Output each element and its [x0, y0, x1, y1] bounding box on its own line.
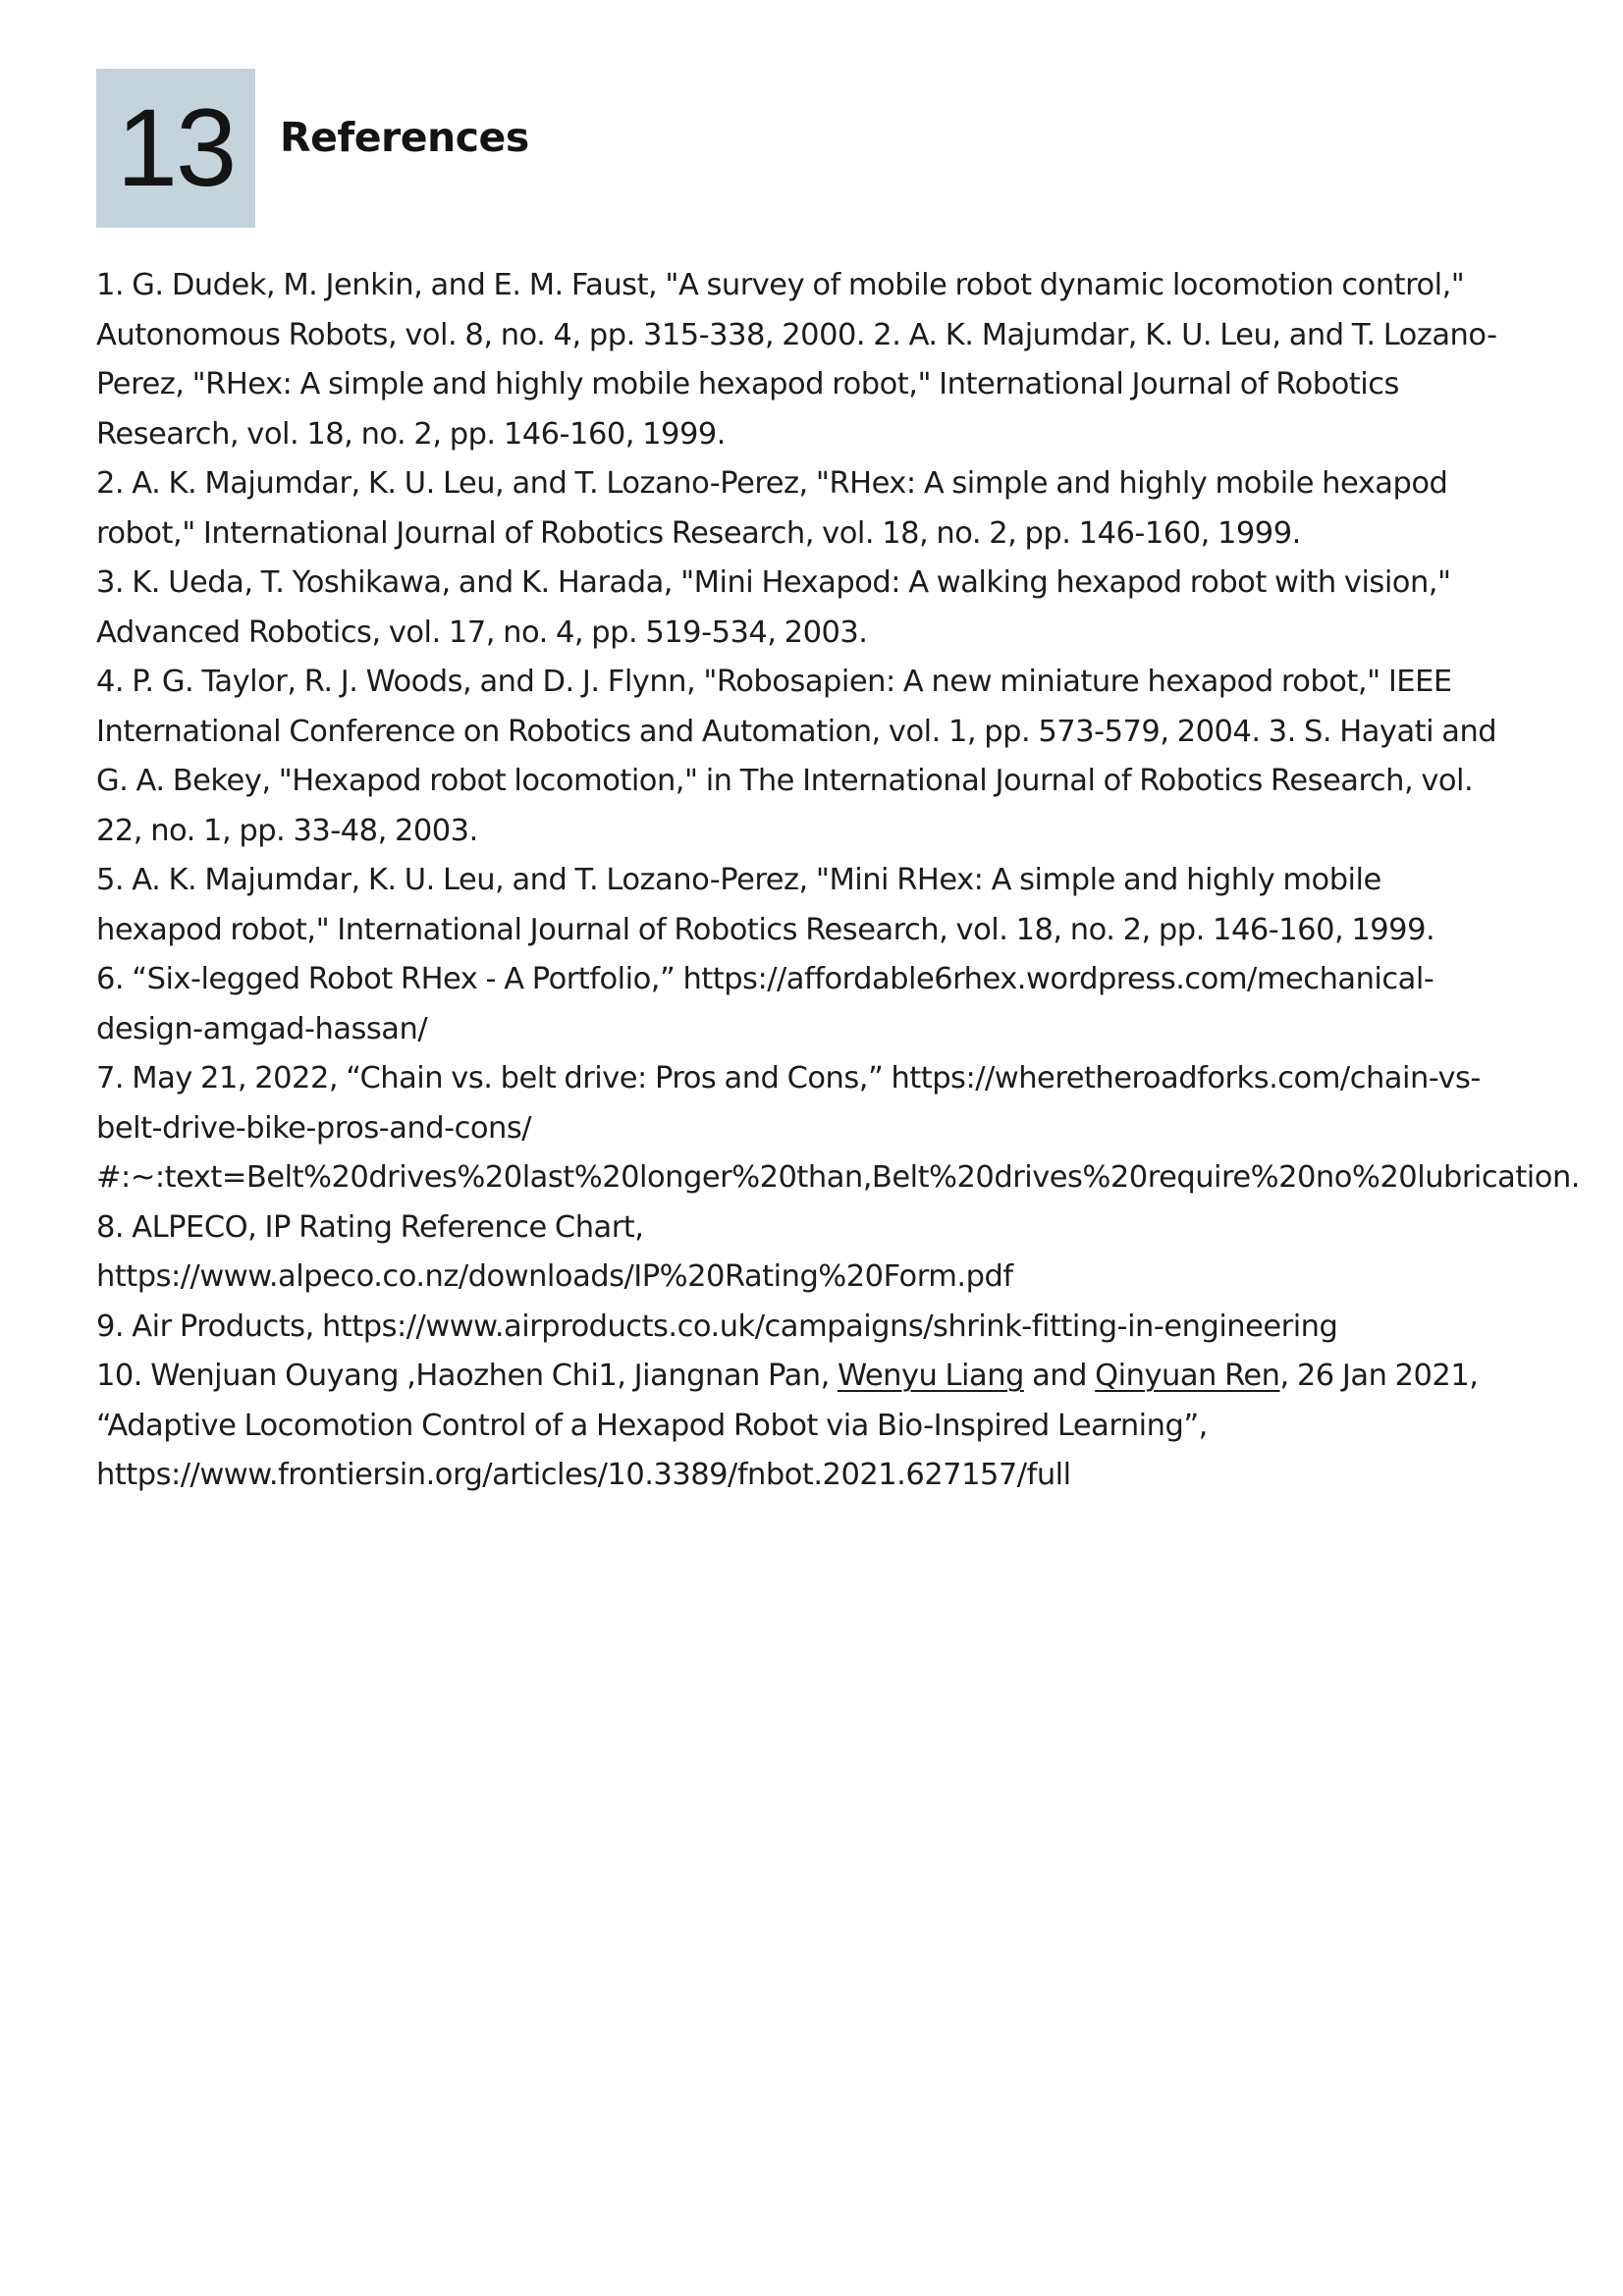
reference-text: , 26 Jan 2021, “Adaptive Locomotion Control of a Hexapod Robot via Bio-Inspired Learning”,	[96, 1359, 1479, 1443]
reference-url-link[interactable]: https://wheretheroadforks.com/chain-vs-belt-drive-bike-pros-and-cons/	[96, 1061, 1481, 1146]
reference-text: 1. G. Dudek, M. Jenkin, and E. M. Faust, "A survey of mobile robot dynamic locomotion control," Autonomous Robots, vol. 8, no. 4, pp. 315-338, 2000. 2. A. K. Majumdar, K. U. Leu, and T. Lozano-Perez, "RHex: A simple and highly mobile hexapod robot," International Journal of Robotics Research, vol. 18, no. 2, pp. 146-160, 1999.	[96, 268, 1497, 452]
section-number: 13	[116, 86, 236, 209]
reference-text: 5. A. K. Majumdar, K. U. Leu, and T. Lozano-Perez, "Mini RHex: A simple and highly mobile hexapod robot," International Journal of Robotics Research, vol. 18, no. 2, pp. 146-160, 1999.	[96, 863, 1435, 947]
reference-item-7	[96, 1054, 1580, 1203]
reference-text: 2. A. K. Majumdar, K. U. Leu, and T. Lozano-Perez, "RHex: A simple and highly mobile hexapod robot," International Journal of Robotics Research, vol. 18, no. 2, pp. 146-160, 1999.	[96, 466, 1448, 551]
author-link-wenyu-liang[interactable]: Wenyu Liang	[838, 1359, 1024, 1393]
reference-item-6	[96, 955, 1500, 1054]
reference-text: 9. Air Products,	[96, 1308, 322, 1344]
reference-url-link[interactable]: https://affordable6rhex.wordpress.com/mechanical-design-amgad-hassan/	[96, 962, 1434, 1046]
reference-text: 10. Wenjuan Ouyang ,Haozhen Chi1, Jiangnan Pan,	[96, 1359, 838, 1393]
reference-text: 6. “Six-legged Robot RHex - A Portfolio,”	[96, 962, 683, 996]
reference-item-8	[96, 1203, 1500, 1303]
reference-url-link[interactable]: https://www.airproducts.co.uk/campaigns/shrink-fitting-in-engineering	[321, 1308, 1338, 1344]
reference-item-5	[96, 856, 1500, 955]
reference-text: 8. ALPECO, IP Rating Reference Chart,	[96, 1209, 644, 1245]
reference-text: 4. P. G. Taylor, R. J. Woods, and D. J. Flynn, "Robosapien: A new miniature hexapod robot," IEEE International Conference on Robotics and Automation, vol. 1, pp. 573-579, 2004. 3. S. Hayati and G. A. Bekey, "Hexapod robot locomotion," in The International Journal of Robotics Research, vol. 22, no. 1, pp. 33-48, 2003.	[96, 665, 1497, 848]
section-number-box	[96, 69, 255, 228]
reference-text: and	[1023, 1359, 1096, 1393]
reference-item-1	[96, 261, 1500, 459]
section-title: References	[280, 114, 529, 161]
author-link-qinyuan-ren[interactable]: Qinyuan Ren	[1095, 1359, 1280, 1393]
reference-item-9	[96, 1303, 1500, 1353]
reference-item-10	[96, 1352, 1500, 1501]
reference-text: 7. May 21, 2022, “Chain vs. belt drive: Pros and Cons,”	[96, 1061, 892, 1095]
reference-item-3	[96, 559, 1500, 658]
reference-url-link[interactable]: https://www.alpeco.co.nz/downloads/IP%20Rating%20Form.pdf	[96, 1259, 1013, 1294]
reference-url-link[interactable]: https://www.frontiersin.org/articles/10.3389/fnbot.2021.627157/full	[96, 1458, 1071, 1492]
reference-text: 3. K. Ueda, T. Yoshikawa, and K. Harada, "Mini Hexapod: A walking hexapod robot with vision," Advanced Robotics, vol. 17, no. 4, pp. 519-534, 2003.	[96, 565, 1451, 650]
reference-item-2	[96, 459, 1500, 559]
reference-list	[96, 261, 1580, 1501]
reference-url-fragment-link[interactable]: #:~:text=Belt%20drives%20last%20longer%20than,Belt%20drives%20require%20no%20lubrication.	[96, 1160, 1580, 1195]
reference-item-4	[96, 658, 1500, 856]
